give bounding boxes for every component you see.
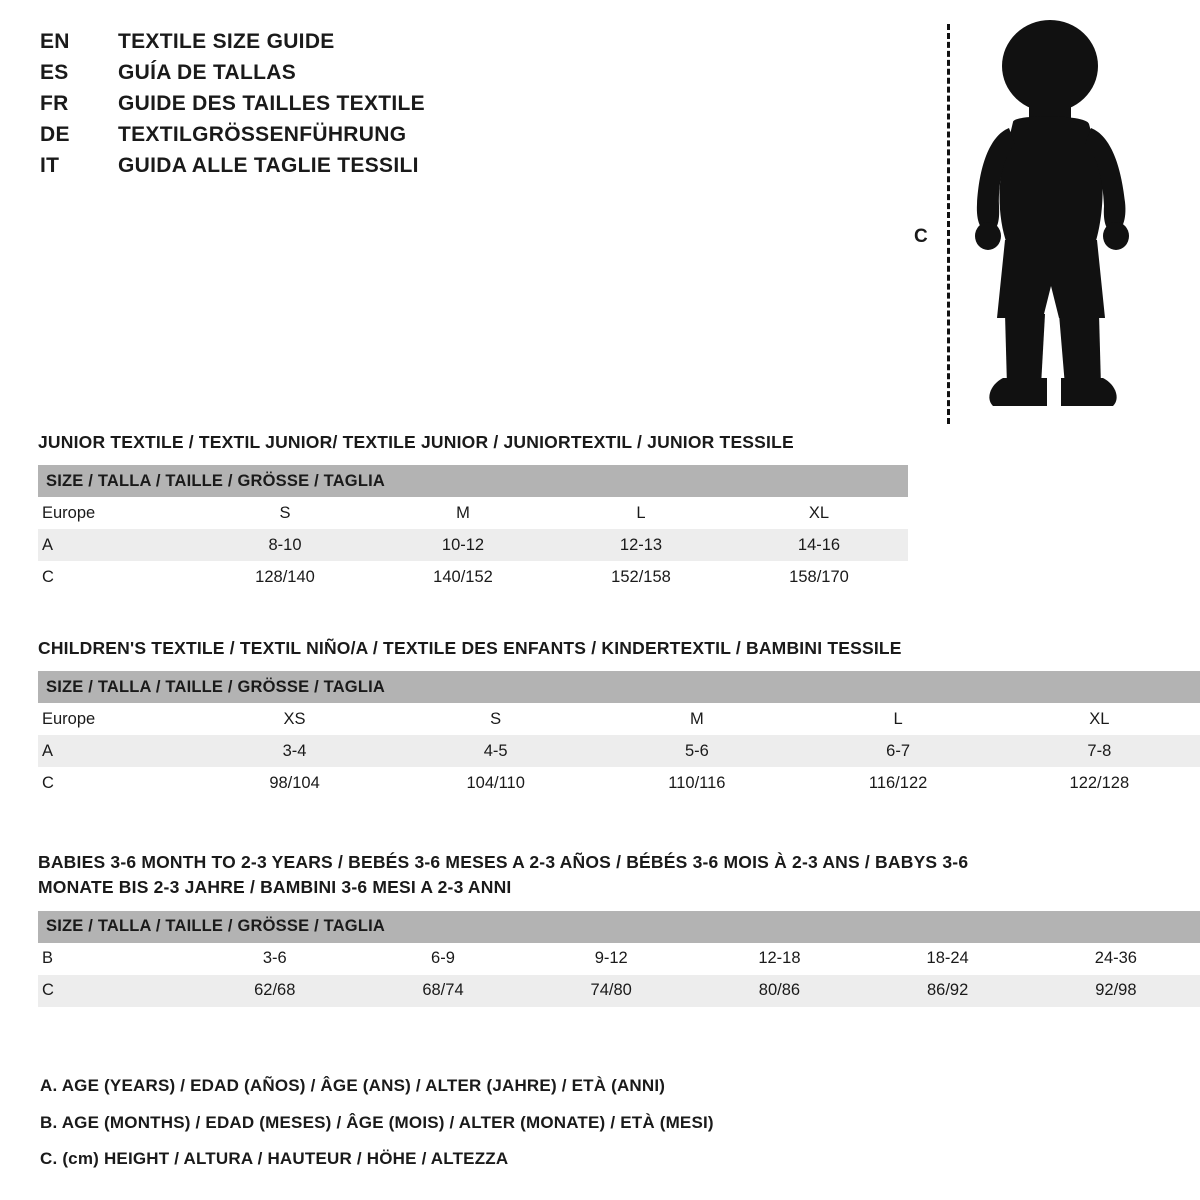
- children-size-table: [38, 671, 1200, 799]
- section-junior: [38, 430, 908, 593]
- table-cell: XL: [999, 703, 1200, 735]
- table-cell: 104/110: [395, 767, 596, 799]
- language-code: IT: [40, 154, 60, 177]
- table-row: [38, 975, 1200, 1007]
- row-label: C: [38, 561, 196, 593]
- table-header-row: [38, 465, 908, 497]
- table-row: [38, 735, 1200, 767]
- table-cell: 14-16: [730, 529, 908, 561]
- table-cell: 98/104: [194, 767, 395, 799]
- table-cell: 8-10: [196, 529, 374, 561]
- table-cell: 80/86: [695, 975, 863, 1007]
- row-label: Europe: [38, 497, 196, 529]
- language-title-block: [40, 30, 740, 185]
- table-cell: 74/80: [527, 975, 695, 1007]
- section-title: JUNIOR TEXTILE / TEXTIL JUNIOR/ TEXTILE JUNIOR / JUNIORTEXTIL / JUNIOR TESSILE: [38, 432, 794, 452]
- language-row: [40, 61, 740, 92]
- table-row: [38, 529, 908, 561]
- table-header-label: SIZE / TALLA / TAILLE / GRÖSSE / TAGLIA: [38, 671, 1200, 703]
- table-row: [38, 767, 1200, 799]
- table-row: [38, 703, 1200, 735]
- language-code: ES: [40, 61, 69, 84]
- table-cell: 128/140: [196, 561, 374, 593]
- table-header-row: [38, 671, 1200, 703]
- table-cell: 6-9: [359, 943, 527, 975]
- table-cell: L: [552, 497, 730, 529]
- table-cell: XS: [194, 703, 395, 735]
- table-cell: 12-18: [695, 943, 863, 975]
- table-cell: M: [596, 703, 797, 735]
- height-dashed-line: [947, 24, 950, 424]
- row-label: Europe: [38, 703, 194, 735]
- row-label: C: [38, 975, 191, 1007]
- table-cell: 5-6: [596, 735, 797, 767]
- section-title: BABIES 3-6 MONTH TO 2-3 YEARS / BEBÉS 3-6 MESES A 2-3 AÑOS / BÉBÉS 3-6 MOIS À 2-3 ANS / BABYS 3-6 MONATE BIS 2-3 JAHRE / BAMBINI 3-6 MESI A 2-3 ANNI: [38, 852, 969, 898]
- language-row: [40, 30, 740, 61]
- child-silhouette-icon: [955, 18, 1155, 428]
- table-cell: 12-13: [552, 529, 730, 561]
- babies-size-table: [38, 911, 1200, 1007]
- table-cell: 122/128: [999, 767, 1200, 799]
- table-cell: 3-6: [191, 943, 359, 975]
- table-cell: 24-36: [1032, 943, 1200, 975]
- language-title: GUIDA ALLE TAGLIE TESSILI: [118, 154, 419, 177]
- language-code: FR: [40, 92, 69, 115]
- table-cell: 3-4: [194, 735, 395, 767]
- table-cell: 18-24: [864, 943, 1032, 975]
- language-code: DE: [40, 123, 70, 146]
- language-title: GUIDE DES TAILLES TEXTILE: [118, 92, 425, 115]
- table-cell: 152/158: [552, 561, 730, 593]
- legend-line-a: A. AGE (YEARS) / EDAD (AÑOS) / ÂGE (ANS) / ALTER (JAHRE) / ETÀ (ANNI): [40, 1076, 666, 1095]
- table-cell: 6-7: [797, 735, 998, 767]
- table-cell: S: [196, 497, 374, 529]
- language-title: GUÍA DE TALLAS: [118, 61, 297, 84]
- table-row: [38, 943, 1200, 975]
- language-row: [40, 123, 740, 154]
- table-cell: M: [374, 497, 552, 529]
- section-children: [38, 636, 1200, 799]
- language-code: EN: [40, 30, 70, 53]
- table-row: [38, 561, 908, 593]
- height-measurement-figure: [900, 10, 1180, 430]
- table-cell: 140/152: [374, 561, 552, 593]
- legend-block: [40, 1068, 940, 1178]
- language-title: TEXTILE SIZE GUIDE: [118, 30, 335, 53]
- table-cell: 10-12: [374, 529, 552, 561]
- table-cell: 4-5: [395, 735, 596, 767]
- table-cell: XL: [730, 497, 908, 529]
- table-cell: 158/170: [730, 561, 908, 593]
- table-cell: 86/92: [864, 975, 1032, 1007]
- junior-size-table: [38, 465, 908, 593]
- table-cell: S: [395, 703, 596, 735]
- language-title: TEXTILGRÖSSENFÜHRUNG: [118, 123, 407, 146]
- table-cell: 68/74: [359, 975, 527, 1007]
- section-babies: [38, 850, 1200, 1007]
- table-cell: 62/68: [191, 975, 359, 1007]
- figure-measure-label: C: [914, 226, 928, 247]
- language-row: [40, 92, 740, 123]
- table-cell: 9-12: [527, 943, 695, 975]
- table-cell: L: [797, 703, 998, 735]
- row-label: C: [38, 767, 194, 799]
- table-cell: 92/98: [1032, 975, 1200, 1007]
- table-header-label: SIZE / TALLA / TAILLE / GRÖSSE / TAGLIA: [38, 911, 1200, 943]
- row-label: A: [38, 529, 196, 561]
- table-header-label: SIZE / TALLA / TAILLE / GRÖSSE / TAGLIA: [38, 465, 908, 497]
- table-row: [38, 497, 908, 529]
- table-cell: 7-8: [999, 735, 1200, 767]
- legend-line-c: C. (cm) HEIGHT / ALTURA / HAUTEUR / HÖHE / ALTEZZA: [40, 1149, 509, 1169]
- row-label: B: [38, 943, 191, 975]
- row-label: A: [38, 735, 194, 767]
- table-cell: 116/122: [797, 767, 998, 799]
- table-cell: 110/116: [596, 767, 797, 799]
- language-row: [40, 154, 740, 185]
- legend-line-b: B. AGE (MONTHS) / EDAD (MESES) / ÂGE (MOIS) / ALTER (MONATE) / ETÀ (MESI): [40, 1112, 714, 1132]
- section-title: CHILDREN'S TEXTILE / TEXTIL NIÑO/A / TEXTILE DES ENFANTS / KINDERTEXTIL / BAMBINI TESSILE: [38, 638, 902, 658]
- table-header-row: [38, 911, 1200, 943]
